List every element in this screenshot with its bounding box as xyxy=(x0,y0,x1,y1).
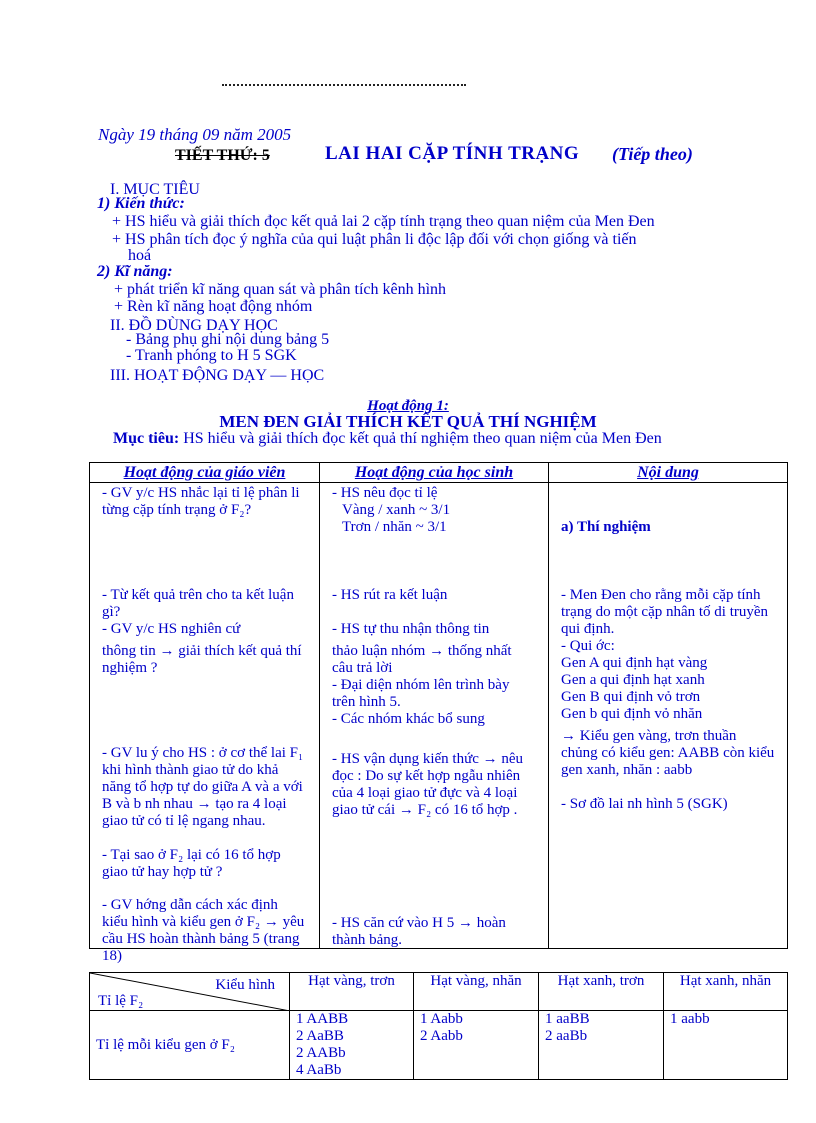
content-item: - Men Đen cho rằng mỗi cặp tính trạng do một cặp nhân tố di truyền qui định. xyxy=(561,587,769,637)
knowledge-item-2: + HS phân tích đọc ý nghĩa của qui luật phân li độc lập đối với chọn giống và tiến xyxy=(112,231,637,248)
section-3-heading: III. HOẠT ĐỘNG DẠY — HỌC xyxy=(110,367,325,384)
content-item: Gen a qui định hạt xanh xyxy=(561,672,705,688)
content-item: - Qui ớc: xyxy=(561,638,615,654)
student-item: - HS vận dụng kiến thức → nêu đọc : Do sự kết hợp ngẫu nhiên của 4 loại giao tử đực và 4 loại giao tử cái → F₂ có 16 tổ hợp . xyxy=(332,751,524,818)
activity-goal xyxy=(113,430,662,448)
page-title-suffix: (Tiếp theo) xyxy=(612,144,693,164)
diag-bottom-label: Tỉ lệ F₂ xyxy=(98,993,144,1009)
teacher-item: - GV lu ý cho HS : ở cơ thể lai F₁ khi hình thành giao tử do khả năng tổ hợp tự do giữa A và a với B và b nh nhau → tạo ra 4 loại giao tử có tỉ lệ ngang nhau. xyxy=(102,745,304,829)
teacher-item: - GV hớng dẫn cách xác định kiểu hình và kiểu gen ở F₂ → yêu cầu HS hoàn thành bảng 5 (trang 18) xyxy=(102,897,305,964)
content-item: Gen B qui định vỏ trơn xyxy=(561,689,701,705)
student-column xyxy=(320,483,549,949)
activity-label: Hoạt động 1: xyxy=(367,398,449,414)
student-item: thảo luận nhóm → thống nhất câu trả lời xyxy=(332,643,512,676)
student-item: Vàng / xanh ~ 3/1 xyxy=(342,502,451,518)
content-item: Gen b qui định vỏ nhăn xyxy=(561,706,703,722)
genotype-table xyxy=(89,972,788,1080)
student-item: Trơn / nhăn ~ 3/1 xyxy=(342,519,447,535)
col-header: Hạt vàng, trơn xyxy=(290,973,414,1011)
content-item: a) Thí nghiệm xyxy=(561,519,651,535)
date-line: Ngày 19 tháng 09 năm 2005 xyxy=(98,125,292,144)
col-header: Hạt vàng, nhăn xyxy=(414,973,539,1011)
skill-item-1: + phát triển kĩ năng quan sát và phân tích kênh hình xyxy=(114,281,447,298)
diag-top-label: Kiểu hình xyxy=(215,977,275,993)
top-dotted-line xyxy=(222,80,466,86)
teacher-item: - Từ kết quả trên cho ta kết luận gì? xyxy=(102,587,294,620)
genotype-value: 4 AaBb xyxy=(296,1062,342,1078)
page-title: LAI HAI CẶP TÍNH TRẠNG xyxy=(325,143,580,164)
content-item: - Sơ đồ lai nh hình 5 (SGK) xyxy=(561,796,728,812)
knowledge-item-1: + HS hiểu và giải thích đọc kết quả lai 2 cặp tính trạng theo quan niệm của Men Đen xyxy=(112,213,655,230)
student-item: - Đại diện nhóm lên trình bày trên hình 5. xyxy=(332,677,510,710)
header-teacher: Hoạt động của giáo viên xyxy=(90,463,320,483)
equipment-item-2: - Tranh phóng to H 5 SGK xyxy=(126,347,297,364)
section-2-heading: II. ĐỒ DÙNG DẠY HỌC xyxy=(110,317,278,334)
genotype-value: 2 AaBB xyxy=(296,1028,344,1044)
row-label: Tỉ lệ mỗi kiểu gen ở F₂ xyxy=(90,1011,290,1080)
genotype-value: 1 aaBB xyxy=(545,1011,590,1027)
skill-item-2: + Rèn kĩ năng hoạt động nhóm xyxy=(114,298,313,315)
goal-text: HS hiểu và giải thích đọc kết quả thí nghiệm theo quan niệm của Men Đen xyxy=(183,430,662,447)
equipment-item-1: - Bảng phụ ghi nội dung bảng 5 xyxy=(126,331,330,348)
student-item: - Các nhóm khác bổ sung xyxy=(332,711,485,727)
teacher-column xyxy=(90,483,320,964)
content-column xyxy=(549,483,788,949)
genotype-value: 2 AABb xyxy=(296,1045,346,1061)
student-item: - HS căn cứ vào H 5 → hoàn thành bảng. xyxy=(332,915,506,948)
skills-heading: 2) Kĩ năng: xyxy=(97,263,173,280)
section-1-heading: I. MỤC TIÊU xyxy=(110,181,200,198)
activity-title: MEN ĐEN GIẢI THÍCH KẾT QUẢ THÍ NGHIỆM xyxy=(219,412,597,431)
goal-label: Mục tiêu: xyxy=(113,430,180,447)
col-header: Hạt xanh, nhăn xyxy=(664,973,788,1011)
activity-table xyxy=(89,462,788,964)
col3-values xyxy=(539,1011,664,1080)
knowledge-item-2-cont: hoá xyxy=(128,247,152,264)
genotype-value: 2 Aabb xyxy=(420,1028,463,1044)
header-student: Hoạt động của học sinh xyxy=(320,463,549,483)
col-header: Hạt xanh, trơn xyxy=(539,973,664,1011)
genotype-value: 1 Aabb xyxy=(420,1011,463,1027)
col1-values xyxy=(290,1011,414,1080)
student-item: - HS nêu đọc tỉ lệ xyxy=(332,485,438,501)
content-item: → Kiểu gen vàng, trơn thuần chủng có kiểu gen: AABB còn kiểu gen xanh, nhăn : aabb xyxy=(561,728,775,778)
col2-values xyxy=(414,1011,539,1080)
content-item: Gen A qui định hạt vàng xyxy=(561,655,708,671)
genotype-value: 1 aabb xyxy=(670,1011,710,1027)
diagonal-header-cell xyxy=(90,973,290,1011)
header-content: Nội dung xyxy=(549,463,788,483)
genotype-value: 2 aaBb xyxy=(545,1028,588,1044)
teacher-item: - GV y/c HS nghiên cứ xyxy=(102,621,241,637)
teacher-item: - GV y/c HS nhắc lại tỉ lệ phân li từng cặp tính trạng ở F₂? xyxy=(102,485,300,518)
teacher-item: thông tin → giải thích kết quả thí nghiệm ? xyxy=(102,643,302,676)
lesson-number: TIẾT THỨ: 5 xyxy=(175,147,270,164)
col4-values xyxy=(664,1011,788,1080)
genotype-value: 1 AABB xyxy=(296,1011,349,1027)
student-item: - HS rút ra kết luận xyxy=(332,587,448,603)
student-item: - HS tự thu nhận thông tin xyxy=(332,621,490,637)
teacher-item: - Tại sao ở F₂ lại có 16 tổ hợp giao tử hay hợp tử ? xyxy=(102,847,281,880)
knowledge-heading: 1) Kiến thức: xyxy=(97,195,185,212)
